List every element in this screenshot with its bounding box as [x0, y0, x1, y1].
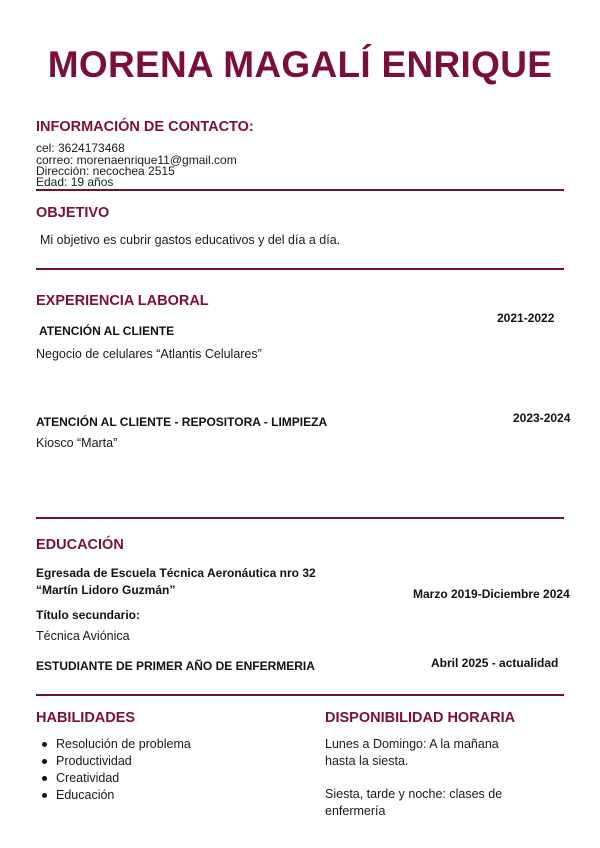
job-place: Negocio de celulares “Atlantis Celulares” [36, 347, 262, 361]
current-study-dates: Abril 2025 - actualidad [431, 656, 559, 670]
contact-age: Edad: 19 años [36, 175, 114, 189]
school-dates: Marzo 2019-Diciembre 2024 [413, 587, 570, 601]
section-divider [36, 517, 564, 519]
availability-morning: Lunes a Domingo: A la mañana hasta la siesta. [325, 737, 499, 768]
section-divider [36, 694, 564, 696]
school-name-cont: “Martín Lidoro Guzmán” [36, 583, 176, 597]
contact-email: correo: morenaenrique11@gmail.com [36, 153, 237, 167]
list-item: Productividad [36, 753, 191, 770]
job-role: ATENCIÓN AL CLIENTE [39, 324, 175, 338]
list-item: Resolución de problema [36, 736, 191, 753]
job-place: Kiosco “Marta” [36, 436, 118, 450]
section-divider [36, 268, 564, 270]
degree-name: Técnica Aviónica [36, 629, 130, 643]
availability-section-title: DISPONIBILIDAD HORARIA [325, 710, 516, 726]
contact-section-title: INFORMACIÓN DE CONTACTO: [36, 119, 254, 135]
objective-text: Mi objetivo es cubrir gastos educativos y del día a día. [40, 233, 341, 247]
job-dates: 2021-2022 [497, 311, 555, 325]
school-name: Egresada de Escuela Técnica Aeronáutica nro 32 [36, 566, 316, 580]
objective-section-title: OBJETIVO [36, 205, 110, 221]
availability-afternoon: Siesta, tarde y noche: clases de enfermería [325, 787, 503, 818]
contact-address: Dirección: necochea 2515 [36, 164, 175, 178]
skills-list [36, 736, 191, 804]
experience-section-title: EXPERIENCIA LABORAL [36, 293, 209, 309]
section-divider [36, 189, 564, 191]
skills-section-title: HABILIDADES [36, 710, 136, 726]
job-role: ATENCIÓN AL CLIENTE - REPOSITORA - LIMPIEZA [36, 415, 328, 429]
list-item: Creatividad [36, 770, 191, 787]
resume-name: MORENA MAGALÍ ENRIQUE [47, 44, 553, 85]
list-item: Educación [36, 787, 191, 804]
current-study: ESTUDIANTE DE PRIMER AÑO DE ENFERMERIA [36, 659, 315, 673]
degree-label: Título secundario: [36, 608, 141, 622]
education-section-title: EDUCACIÓN [36, 537, 124, 553]
job-dates: 2023-2024 [513, 411, 571, 425]
contact-phone: cel: 3624173468 [36, 141, 125, 155]
